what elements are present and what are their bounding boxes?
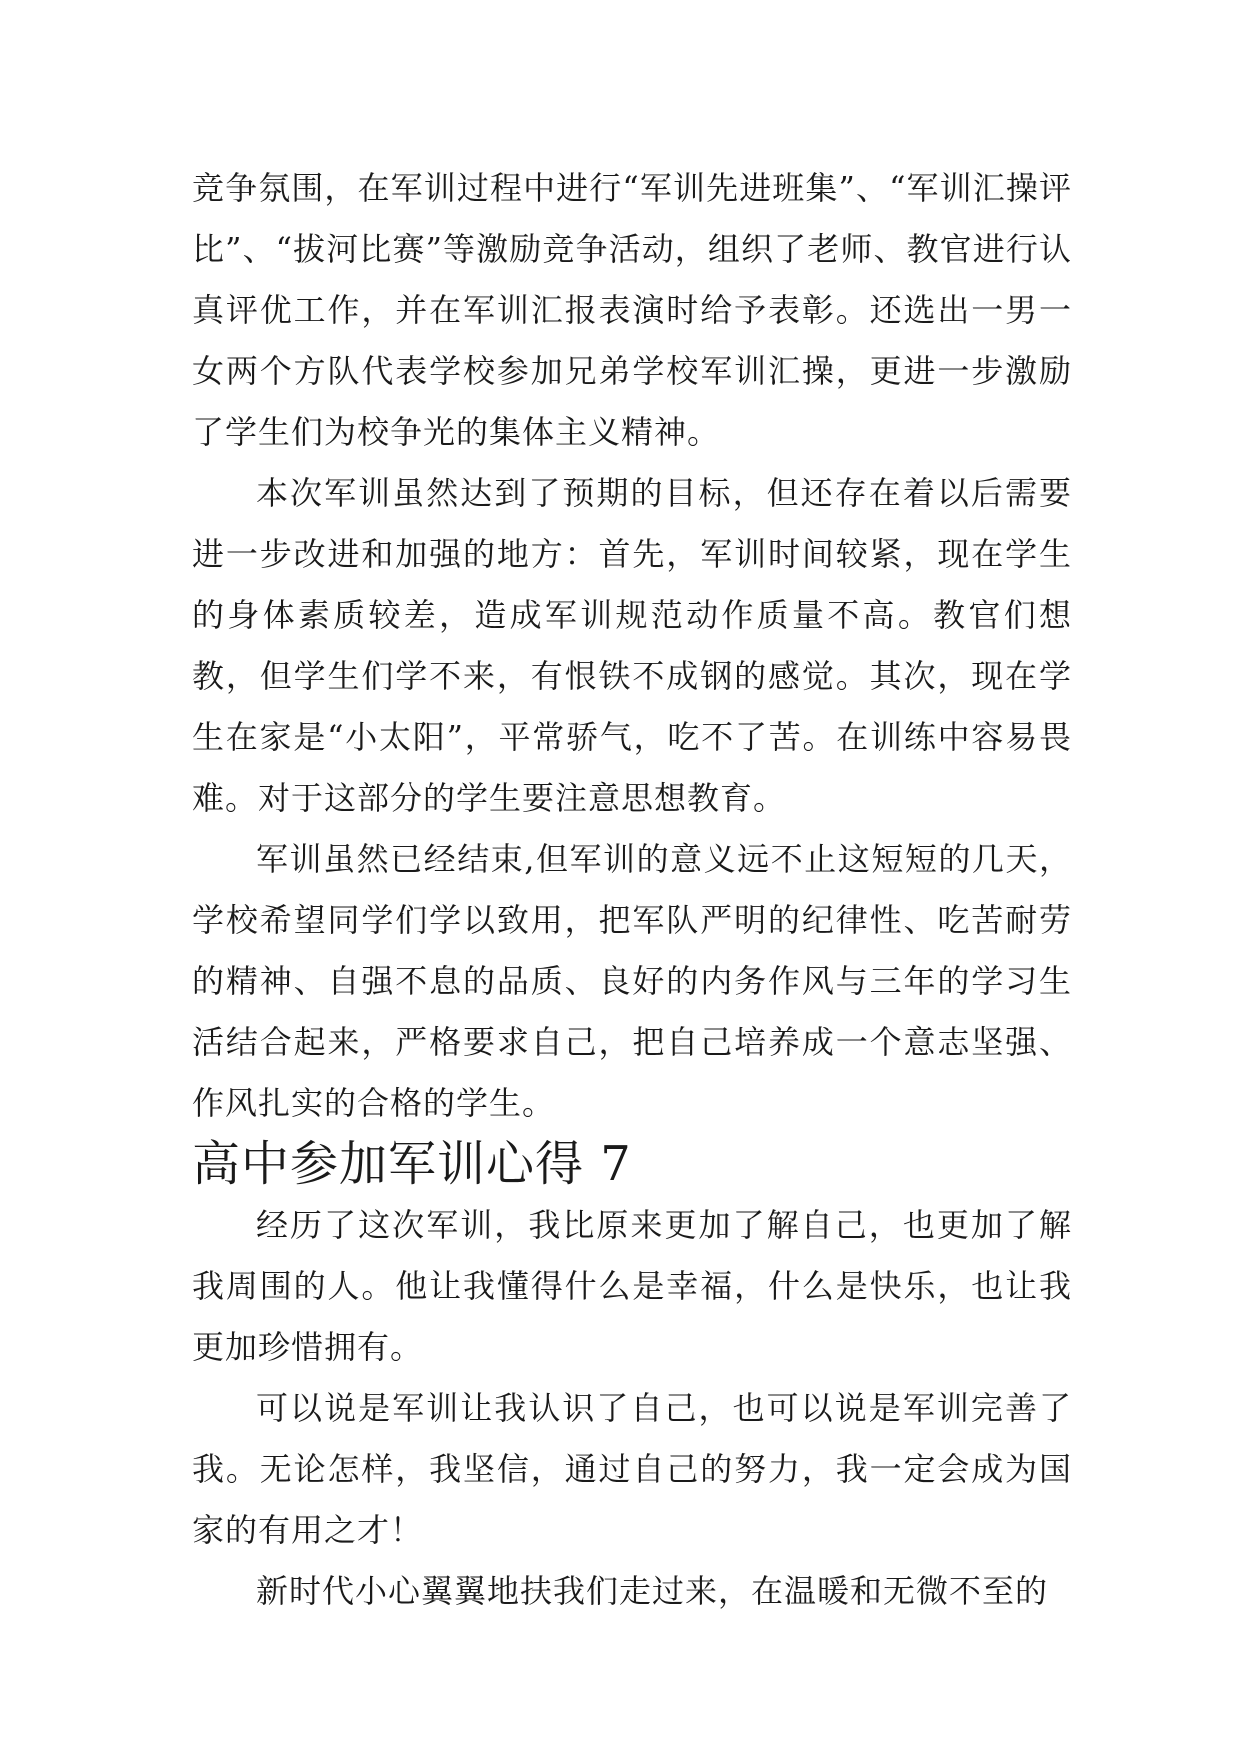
paragraph: 可以说是军训让我认识了自己，也可以说是军训完善了我。无论怎样，我坚信，通过自己的努力，我一定会成为国家的有用之才！ xyxy=(192,1389,1072,1549)
paragraph: 经历了这次军训，我比原来更加了解自己，也更加了解我周围的人。他让我懂得什么是幸福，什么是快乐，也让我更加珍惜拥有。 xyxy=(192,1206,1072,1366)
paragraph: 本次军训虽然达到了预期的目标，但还存在着以后需要进一步改进和加强的地方：首先，军训时间较紧，现在学生的身体素质较差，造成军训规范动作质量不高。教官们想教，但学生们学不来，有恨铁不成钢的感觉。其次，现在学生在家是“小太阳”，平常骄气，吃不了苦。在训练中容易畏难。对于这部分的学生要注意思想教育。 xyxy=(192,474,1072,817)
section-title: 高中参加军训心得 7 xyxy=(192,1136,632,1192)
paragraph: 竞争氛围，在军训过程中进行“军训先进班集”、“军训汇操评比”、“拔河比赛”等激励竞争活动，组织了老师、教官进行认真评优工作，并在军训汇报表演时给予表彰。还选出一男一女两个方队代表学校参加兄弟学校军训汇操，更进一步激励了学生们为校争光的集体主义精神。 xyxy=(192,169,1072,451)
document-body xyxy=(192,158,1072,1622)
paragraph: 军训虽然已经结束,但军训的意义远不止这短短的几天，学校希望同学们学以致用，把军队严明的纪律性、吃苦耐劳的精神、自强不息的品质、良好的内务作风与三年的学习生活结合起来，严格要求自己，把自己培养成一个意志坚强、作风扎实的合格的学生。 xyxy=(192,840,1072,1122)
paragraph: 新时代小心翼翼地扶我们走过来，在温暖和无微不至的 xyxy=(256,1572,1049,1610)
